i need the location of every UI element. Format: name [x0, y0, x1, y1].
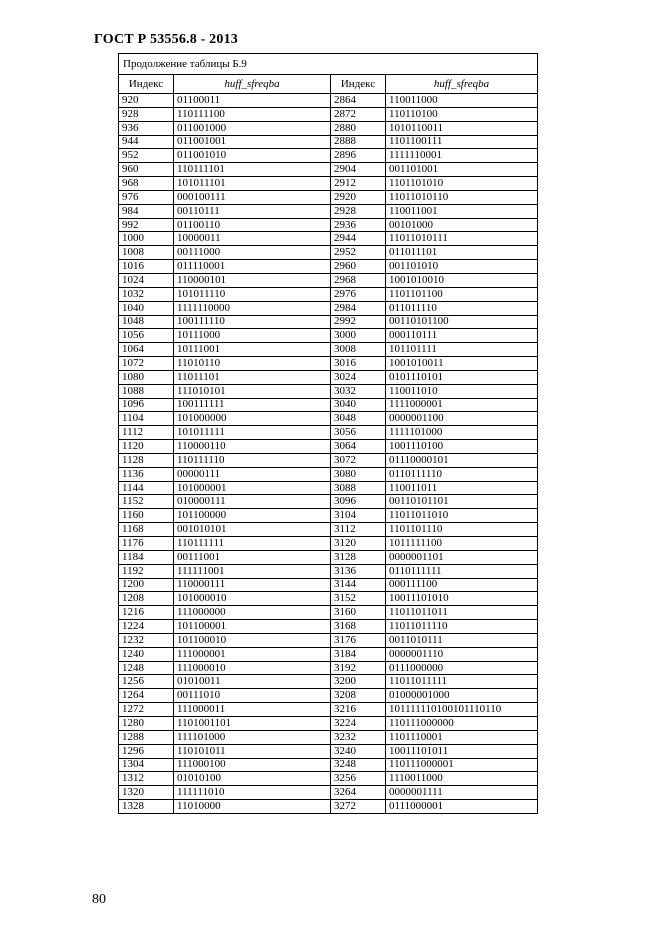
cell-code: 110011011	[386, 481, 538, 495]
cell-code: 0000001110	[386, 647, 538, 661]
cell-index: 2944	[331, 232, 386, 246]
cell-code: 1101001101	[174, 716, 331, 730]
cell-code: 1001110100	[386, 440, 538, 454]
cell-index: 3072	[331, 453, 386, 467]
cell-index: 3040	[331, 398, 386, 412]
table-row	[119, 786, 538, 800]
cell-code: 10111001	[174, 343, 331, 357]
cell-code: 110000111	[174, 578, 331, 592]
cell-code: 1101110001	[386, 730, 538, 744]
cell-index: 3088	[331, 481, 386, 495]
table-row	[119, 564, 538, 578]
table-row	[119, 246, 538, 260]
cell-index: 3240	[331, 744, 386, 758]
cell-code: 00111010	[174, 689, 331, 703]
cell-index: 2976	[331, 287, 386, 301]
cell-code: 101100010	[174, 633, 331, 647]
cell-code: 110111000001	[386, 758, 538, 772]
cell-code: 00101000	[386, 218, 538, 232]
table-row	[119, 149, 538, 163]
table-row	[119, 800, 538, 814]
cell-code: 11011101	[174, 370, 331, 384]
cell-code: 110111100	[174, 107, 331, 121]
cell-code: 111000001	[174, 647, 331, 661]
cell-index: 1160	[119, 509, 174, 523]
cell-code: 110011000	[386, 94, 538, 108]
cell-index: 3008	[331, 343, 386, 357]
cell-code: 100111111	[174, 398, 331, 412]
cell-code: 10011101010	[386, 592, 538, 606]
cell-code: 0000001101	[386, 550, 538, 564]
cell-code: 0011010111	[386, 633, 538, 647]
cell-index: 1024	[119, 273, 174, 287]
cell-index: 1040	[119, 301, 174, 315]
cell-code: 0110111111	[386, 564, 538, 578]
table-row	[119, 177, 538, 191]
table-caption-row	[119, 54, 538, 75]
table-row	[119, 606, 538, 620]
table-row	[119, 647, 538, 661]
cell-code: 11010110	[174, 357, 331, 371]
cell-index: 1248	[119, 661, 174, 675]
cell-index: 1008	[119, 246, 174, 260]
cell-index: 960	[119, 163, 174, 177]
cell-index: 992	[119, 218, 174, 232]
cell-index: 1200	[119, 578, 174, 592]
table-header-row	[119, 75, 538, 94]
cell-index: 3184	[331, 647, 386, 661]
cell-index: 3080	[331, 467, 386, 481]
cell-index: 984	[119, 204, 174, 218]
cell-code: 110000110	[174, 440, 331, 454]
cell-code: 111010101	[174, 384, 331, 398]
cell-index: 1120	[119, 440, 174, 454]
cell-code: 1101100111	[386, 135, 538, 149]
cell-code: 1011111100	[386, 537, 538, 551]
table-row	[119, 343, 538, 357]
cell-index: 936	[119, 121, 174, 135]
cell-code: 10000011	[174, 232, 331, 246]
cell-code: 1001010010	[386, 273, 538, 287]
cell-code: 000100111	[174, 190, 331, 204]
cell-code: 101100000	[174, 509, 331, 523]
cell-index: 1224	[119, 620, 174, 634]
column-header-code: huff_sfreqba	[386, 75, 538, 94]
cell-code: 0000001100	[386, 412, 538, 426]
cell-index: 2952	[331, 246, 386, 260]
cell-code: 001101010	[386, 260, 538, 274]
cell-code: 111111010	[174, 786, 331, 800]
cell-index: 3032	[331, 384, 386, 398]
table-row	[119, 315, 538, 329]
cell-index: 3176	[331, 633, 386, 647]
cell-index: 3104	[331, 509, 386, 523]
cell-index: 1240	[119, 647, 174, 661]
cell-code: 101011101	[174, 177, 331, 191]
cell-code: 011001001	[174, 135, 331, 149]
cell-index: 1088	[119, 384, 174, 398]
cell-code: 111000011	[174, 703, 331, 717]
cell-code: 011011110	[386, 301, 538, 315]
table-row	[119, 218, 538, 232]
cell-index: 1032	[119, 287, 174, 301]
table-row	[119, 509, 538, 523]
cell-code: 10011101011	[386, 744, 538, 758]
cell-index: 1328	[119, 800, 174, 814]
table-row	[119, 758, 538, 772]
table-row	[119, 94, 538, 108]
cell-code: 11011010110	[386, 190, 538, 204]
cell-index: 3048	[331, 412, 386, 426]
cell-index: 1048	[119, 315, 174, 329]
cell-index: 1216	[119, 606, 174, 620]
cell-index: 1192	[119, 564, 174, 578]
cell-index: 1000	[119, 232, 174, 246]
cell-code: 101100001	[174, 620, 331, 634]
cell-index: 2920	[331, 190, 386, 204]
table-row	[119, 633, 538, 647]
table-row	[119, 703, 538, 717]
cell-index: 1144	[119, 481, 174, 495]
table-row	[119, 578, 538, 592]
cell-index: 1168	[119, 523, 174, 537]
cell-index: 1064	[119, 343, 174, 357]
code-table	[118, 53, 538, 814]
cell-index: 2896	[331, 149, 386, 163]
cell-code: 00110101101	[386, 495, 538, 509]
document-header: ГОСТ Р 53556.8 - 2013	[94, 32, 238, 47]
cell-code: 101111110100101110110	[386, 703, 538, 717]
cell-code: 1111000001	[386, 398, 538, 412]
cell-code: 010000111	[174, 495, 331, 509]
cell-index: 3144	[331, 578, 386, 592]
cell-code: 00111000	[174, 246, 331, 260]
table-row	[119, 121, 538, 135]
cell-index: 3232	[331, 730, 386, 744]
table-row	[119, 537, 538, 551]
cell-code: 0101110101	[386, 370, 538, 384]
cell-index: 2936	[331, 218, 386, 232]
table-row	[119, 453, 538, 467]
cell-code: 0000001111	[386, 786, 538, 800]
cell-index: 1296	[119, 744, 174, 758]
table-row	[119, 135, 538, 149]
cell-index: 1304	[119, 758, 174, 772]
table-row	[119, 495, 538, 509]
cell-code: 110011001	[386, 204, 538, 218]
cell-index: 1280	[119, 716, 174, 730]
cell-code: 1101101010	[386, 177, 538, 191]
cell-index: 1256	[119, 675, 174, 689]
table-row	[119, 592, 538, 606]
cell-index: 3192	[331, 661, 386, 675]
cell-code: 111000000	[174, 606, 331, 620]
table-row	[119, 370, 538, 384]
cell-code: 110111000000	[386, 716, 538, 730]
cell-code: 00110101100	[386, 315, 538, 329]
table-row	[119, 163, 538, 177]
cell-index: 928	[119, 107, 174, 121]
cell-code: 1111110000	[174, 301, 331, 315]
table-row	[119, 301, 538, 315]
cell-code: 00111001	[174, 550, 331, 564]
cell-code: 000110111	[386, 329, 538, 343]
cell-code: 0111000000	[386, 661, 538, 675]
cell-index: 1016	[119, 260, 174, 274]
cell-index: 1128	[119, 453, 174, 467]
cell-code: 011011101	[386, 246, 538, 260]
cell-index: 2984	[331, 301, 386, 315]
table-row	[119, 287, 538, 301]
cell-code: 00000111	[174, 467, 331, 481]
cell-code: 011110001	[174, 260, 331, 274]
table-row	[119, 398, 538, 412]
page-number: 80	[92, 892, 106, 907]
cell-code: 1101101110	[386, 523, 538, 537]
cell-index: 3112	[331, 523, 386, 537]
cell-index: 3024	[331, 370, 386, 384]
cell-code: 110011010	[386, 384, 538, 398]
cell-code: 11011011010	[386, 509, 538, 523]
cell-index: 1112	[119, 426, 174, 440]
cell-code: 11011011110	[386, 620, 538, 634]
cell-code: 01110000101	[386, 453, 538, 467]
table-caption: Продолжение таблицы Б.9	[119, 54, 538, 75]
cell-code: 001101001	[386, 163, 538, 177]
cell-index: 3000	[331, 329, 386, 343]
cell-index: 1096	[119, 398, 174, 412]
cell-index: 2888	[331, 135, 386, 149]
cell-index: 1208	[119, 592, 174, 606]
cell-code: 110110100	[386, 107, 538, 121]
cell-index: 1080	[119, 370, 174, 384]
cell-code: 101011111	[174, 426, 331, 440]
cell-code: 0110111110	[386, 467, 538, 481]
cell-index: 976	[119, 190, 174, 204]
table-row	[119, 190, 538, 204]
cell-index: 2880	[331, 121, 386, 135]
table-row	[119, 204, 538, 218]
cell-index: 3064	[331, 440, 386, 454]
cell-index: 944	[119, 135, 174, 149]
cell-index: 3200	[331, 675, 386, 689]
cell-index: 1312	[119, 772, 174, 786]
cell-index: 3136	[331, 564, 386, 578]
table-row	[119, 273, 538, 287]
cell-code: 1111110001	[386, 149, 538, 163]
table-row	[119, 689, 538, 703]
cell-index: 2912	[331, 177, 386, 191]
table-row	[119, 661, 538, 675]
cell-code: 110111110	[174, 453, 331, 467]
cell-code: 01010100	[174, 772, 331, 786]
cell-index: 3128	[331, 550, 386, 564]
cell-code: 11010000	[174, 800, 331, 814]
cell-index: 1104	[119, 412, 174, 426]
table-row	[119, 716, 538, 730]
cell-index: 3208	[331, 689, 386, 703]
cell-code: 111000100	[174, 758, 331, 772]
cell-index: 968	[119, 177, 174, 191]
cell-index: 1136	[119, 467, 174, 481]
cell-code: 110111101	[174, 163, 331, 177]
cell-index: 3096	[331, 495, 386, 509]
code-table-container	[118, 53, 537, 814]
cell-code: 101000001	[174, 481, 331, 495]
cell-index: 1232	[119, 633, 174, 647]
table-row	[119, 412, 538, 426]
cell-index: 3168	[331, 620, 386, 634]
cell-code: 100111110	[174, 315, 331, 329]
cell-code: 001010101	[174, 523, 331, 537]
cell-index: 2960	[331, 260, 386, 274]
table-row	[119, 384, 538, 398]
cell-index: 1264	[119, 689, 174, 703]
cell-index: 920	[119, 94, 174, 108]
cell-index: 952	[119, 149, 174, 163]
cell-code: 1110011000	[386, 772, 538, 786]
cell-code: 10111000	[174, 329, 331, 343]
cell-code: 000111100	[386, 578, 538, 592]
table-row	[119, 523, 538, 537]
cell-index: 3272	[331, 800, 386, 814]
table-row	[119, 357, 538, 371]
cell-index: 2872	[331, 107, 386, 121]
column-header-code: huff_sfreqba	[174, 75, 331, 94]
cell-index: 3224	[331, 716, 386, 730]
cell-code: 011001000	[174, 121, 331, 135]
cell-index: 2864	[331, 94, 386, 108]
cell-code: 1111101000	[386, 426, 538, 440]
table-row	[119, 744, 538, 758]
cell-index: 1056	[119, 329, 174, 343]
table-row	[119, 232, 538, 246]
cell-index: 1288	[119, 730, 174, 744]
cell-code: 00110111	[174, 204, 331, 218]
table-row	[119, 620, 538, 634]
cell-index: 3120	[331, 537, 386, 551]
cell-index: 3256	[331, 772, 386, 786]
cell-index: 2992	[331, 315, 386, 329]
cell-code: 111101000	[174, 730, 331, 744]
cell-code: 111111001	[174, 564, 331, 578]
cell-code: 1010110011	[386, 121, 538, 135]
cell-code: 101000000	[174, 412, 331, 426]
cell-code: 11011010111	[386, 232, 538, 246]
cell-code: 01100110	[174, 218, 331, 232]
column-header-index: Индекс	[119, 75, 174, 94]
cell-index: 3264	[331, 786, 386, 800]
cell-code: 101101111	[386, 343, 538, 357]
table-row	[119, 730, 538, 744]
cell-index: 1176	[119, 537, 174, 551]
cell-index: 3056	[331, 426, 386, 440]
table-row	[119, 675, 538, 689]
cell-index: 1320	[119, 786, 174, 800]
cell-code: 0111000001	[386, 800, 538, 814]
table-body	[119, 94, 538, 814]
cell-code: 11011011011	[386, 606, 538, 620]
cell-index: 3216	[331, 703, 386, 717]
cell-code: 110101011	[174, 744, 331, 758]
cell-index: 1184	[119, 550, 174, 564]
cell-index: 3160	[331, 606, 386, 620]
cell-index: 3016	[331, 357, 386, 371]
cell-index: 1072	[119, 357, 174, 371]
cell-code: 1001010011	[386, 357, 538, 371]
cell-index: 2968	[331, 273, 386, 287]
table-row	[119, 481, 538, 495]
cell-code: 101011110	[174, 287, 331, 301]
cell-code: 101000010	[174, 592, 331, 606]
cell-code: 011001010	[174, 149, 331, 163]
column-header-index: Индекс	[331, 75, 386, 94]
table-row	[119, 260, 538, 274]
cell-code: 1101101100	[386, 287, 538, 301]
cell-index: 1272	[119, 703, 174, 717]
table-row	[119, 329, 538, 343]
cell-code: 11011011111	[386, 675, 538, 689]
table-row	[119, 440, 538, 454]
cell-code: 110000101	[174, 273, 331, 287]
cell-index: 1152	[119, 495, 174, 509]
cell-index: 2904	[331, 163, 386, 177]
cell-index: 2928	[331, 204, 386, 218]
table-row	[119, 467, 538, 481]
cell-code: 01000001000	[386, 689, 538, 703]
cell-code: 01100011	[174, 94, 331, 108]
cell-code: 01010011	[174, 675, 331, 689]
cell-index: 3248	[331, 758, 386, 772]
cell-code: 110111111	[174, 537, 331, 551]
cell-code: 111000010	[174, 661, 331, 675]
table-row	[119, 550, 538, 564]
table-row	[119, 772, 538, 786]
table-row	[119, 107, 538, 121]
table-row	[119, 426, 538, 440]
cell-index: 3152	[331, 592, 386, 606]
